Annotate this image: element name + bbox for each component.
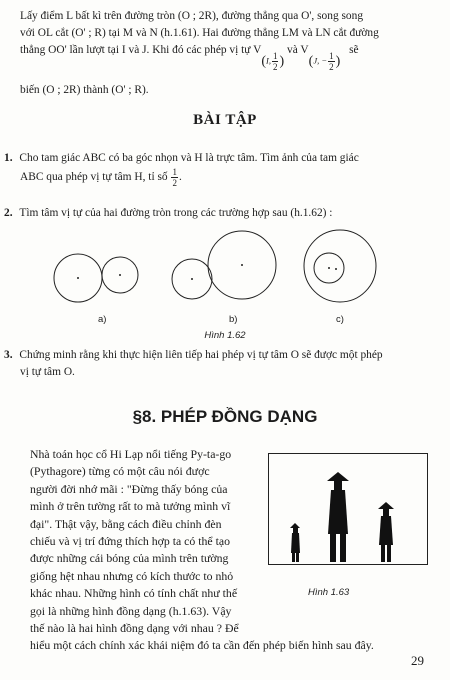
figure-1-62 xyxy=(40,228,380,328)
center-dot xyxy=(335,268,337,270)
circle-c1 xyxy=(304,230,376,302)
ratio-fraction: $\frac{1}{2}$ xyxy=(172,167,177,189)
figure-1-63 xyxy=(268,453,428,581)
exercises-heading: BÀI TẬP xyxy=(193,112,257,128)
center-dot xyxy=(77,277,79,279)
figure-1-62-caption: Hình 1.62 xyxy=(204,330,246,341)
medium-silhouette xyxy=(378,502,394,562)
small-silhouette xyxy=(290,523,300,562)
figure-label-c: c) xyxy=(336,314,344,325)
figure-1-63-caption: Hình 1.63 xyxy=(308,587,350,598)
intro-line-3: thẳng OO' lần lượt tại I và J. Khi đó các phép vị tự V(I, $\frac{1}{2}$ ) và V(J, − $\frac{1}{2}$ ) sẽ xyxy=(20,44,359,72)
exercise-1: 1. Cho tam giác ABC có ba góc nhọn và H là trực tâm. Tìm ảnh của tam giác ABC qua phép vị tự tâm H, tỉ số $\frac{1}{2}$ . xyxy=(4,152,359,189)
large-silhouette xyxy=(327,472,349,562)
center-dot xyxy=(191,278,193,280)
homothety-ratio-1: (I, $\frac{1}{2}$ ) xyxy=(261,50,285,72)
exercise-number: 3. xyxy=(4,349,13,361)
center-dot xyxy=(241,264,243,266)
intro-line-1: Lấy điểm L bất kì trên đường tròn (O ; 2R), đường thẳng qua O', song song xyxy=(20,10,364,22)
page-number: 29 xyxy=(411,653,424,668)
exercise-3: 3. Chứng minh rằng khi thực hiện liên tiếp hai phép vị tự tâm O sẽ được một phép vị tự tâm O. xyxy=(4,349,383,379)
exercise-number: 1. xyxy=(4,152,13,164)
exercise-2: 2. Tìm tâm vị tự của hai đường tròn trong các trường hợp sau (h.1.62) : xyxy=(4,207,333,219)
intro-paragraph xyxy=(20,8,428,99)
figure-label-a: a) xyxy=(98,314,107,325)
section-paragraph: Nhà toán học cổ Hi Lạp nổi tiếng Py-ta-go (Pythagore) từng có một câu nói được người đời nhớ mãi : "Đừng thấy bóng của mình ở trên tường rất to mà tưởng mình vĩ đại". Thật vậy, bằng cách điều chỉnh đèn chiếu và vị trí đứng thích hợp ta có thể tạo được những cái bóng của mình trên tường giống hệt nhau nhưng có kích thước to nhỏ khác nhau. Những hình có tính chất như thế gọi là những hình đồng dạng (h.1.63). Vậy thế nào là hai hình đồng dạng với nhau ? Để xyxy=(30,447,239,636)
center-dot xyxy=(328,267,330,269)
section-heading: §8. PHÉP ĐỒNG DẠNG xyxy=(132,407,318,426)
intro-line-2: với OL cắt (O' ; R) tại M và N (h.1.61). Hai đường thẳng LM và LN cắt đường xyxy=(20,27,379,40)
exercise-number: 2. xyxy=(4,207,13,219)
homothety-ratio-2: (J, − $\frac{1}{2}$ ) xyxy=(308,50,341,72)
figure-label-b: b) xyxy=(229,314,238,325)
center-dot xyxy=(119,274,121,276)
section-paragraph-last-line: hiểu một cách chính xác khái niệm đó ta cần đến phép biến hình sau đây. xyxy=(30,638,374,652)
intro-line-4: biến (O ; 2R) thành (O' ; R). xyxy=(20,83,149,96)
